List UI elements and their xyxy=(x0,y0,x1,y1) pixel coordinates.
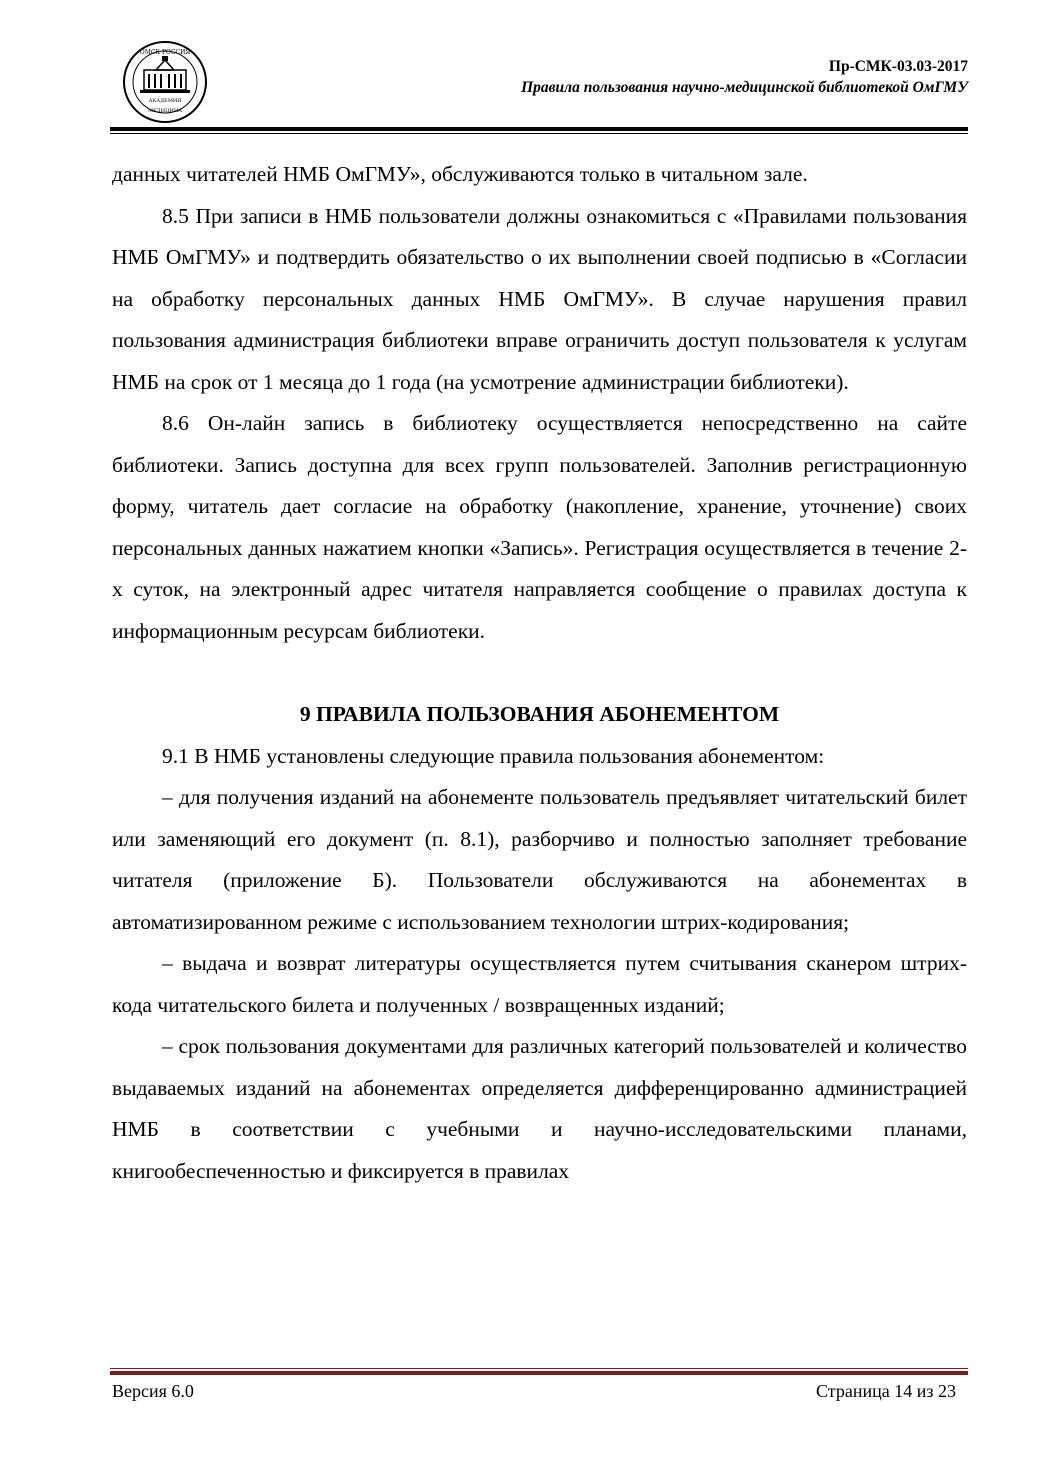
footer-rule-thin xyxy=(110,1368,968,1369)
section-heading: 9 ПРАВИЛА ПОЛЬЗОВАНИЯ АБОНЕМЕНТОМ xyxy=(299,702,780,726)
document-code: Пр-СМК-03.03-2017 xyxy=(828,58,968,75)
footer-rule-thick xyxy=(110,1371,968,1375)
paragraph-8-6: 8.6 Он-лайн запись в библиотеку осуществляется непосредственно на сайте библиотеки. Запись доступна для всех групп пользователей. Заполнив регистрационную форму, читатель дает согласие на обработку (накопление, хранение, уточнение) своих персональных данных нажатием кнопки «Запись». Регистрация осуществляется в течение 2-х суток, на электронный адрес читателя направляется сообщение о правилах доступа к информационным ресурсам библиотеки. xyxy=(112,411,967,643)
document-header xyxy=(521,56,968,98)
document-body xyxy=(112,154,967,1192)
list-item: – срок пользования документами для различных категорий пользователей и количество выдаваемых изданий на абонементах определяется дифференцированно администрацией НМБ в соответствии с учебными и научно-исследовательскими планами, книгообеспеченностью и фиксируется в правилах xyxy=(112,1034,967,1183)
version-label: Версия 6.0 xyxy=(112,1381,194,1401)
logo-bottom-text-2: МЕДИЦИНА xyxy=(147,108,183,114)
logo-bottom-text-1: АКАДЕМИЯ xyxy=(148,98,182,104)
academy-logo xyxy=(122,40,208,124)
header-rule-thick xyxy=(110,127,968,131)
document-title: Правила пользования научно-медицинской библиотекой ОмГМУ xyxy=(521,79,968,96)
paragraph-8-5: 8.5 При записи в НМБ пользователи должны ознакомиться с «Правилами пользования НМБ ОмГМУ» и подтвердить обязательство о их выполнении своей подписью в «Согласии на обработку персональных данных НМБ ОмГМУ». В случае нарушения правил пользования администрация библиотеки вправе ограничить доступ пользователя к услугам НМБ на срок от 1 месяца до 1 года (на усмотрение администрации библиотеки). xyxy=(112,203,967,394)
logo-top-text: ОМСК РОССИЯ xyxy=(139,49,191,56)
paragraph-continuation: данных читателей НМБ ОмГМУ», обслуживаются только в читальном зале. xyxy=(112,162,808,186)
header-rule-thin xyxy=(110,133,968,134)
list-item: – выдача и возврат литературы осуществляется путем считывания сканером штрих-кода читательского билета и полученных / возвращенных изданий; xyxy=(112,951,967,1017)
section-spacer xyxy=(112,652,967,694)
list-item: – для получения изданий на абонементе пользователь предъявляет читательский билет или заменяющий его документ (п. 8.1), разборчиво и полностью заполняет требование читателя (приложение Б). Пользователи обслуживаются на абонементах в автоматизированном режиме с использованием технологии штрих-кодирования; xyxy=(112,785,967,934)
paragraph-9-1: 9.1 В НМБ установлены следующие правила пользования абонементом: xyxy=(162,743,825,768)
page-number: Страница 14 из 23 xyxy=(816,1381,956,1401)
